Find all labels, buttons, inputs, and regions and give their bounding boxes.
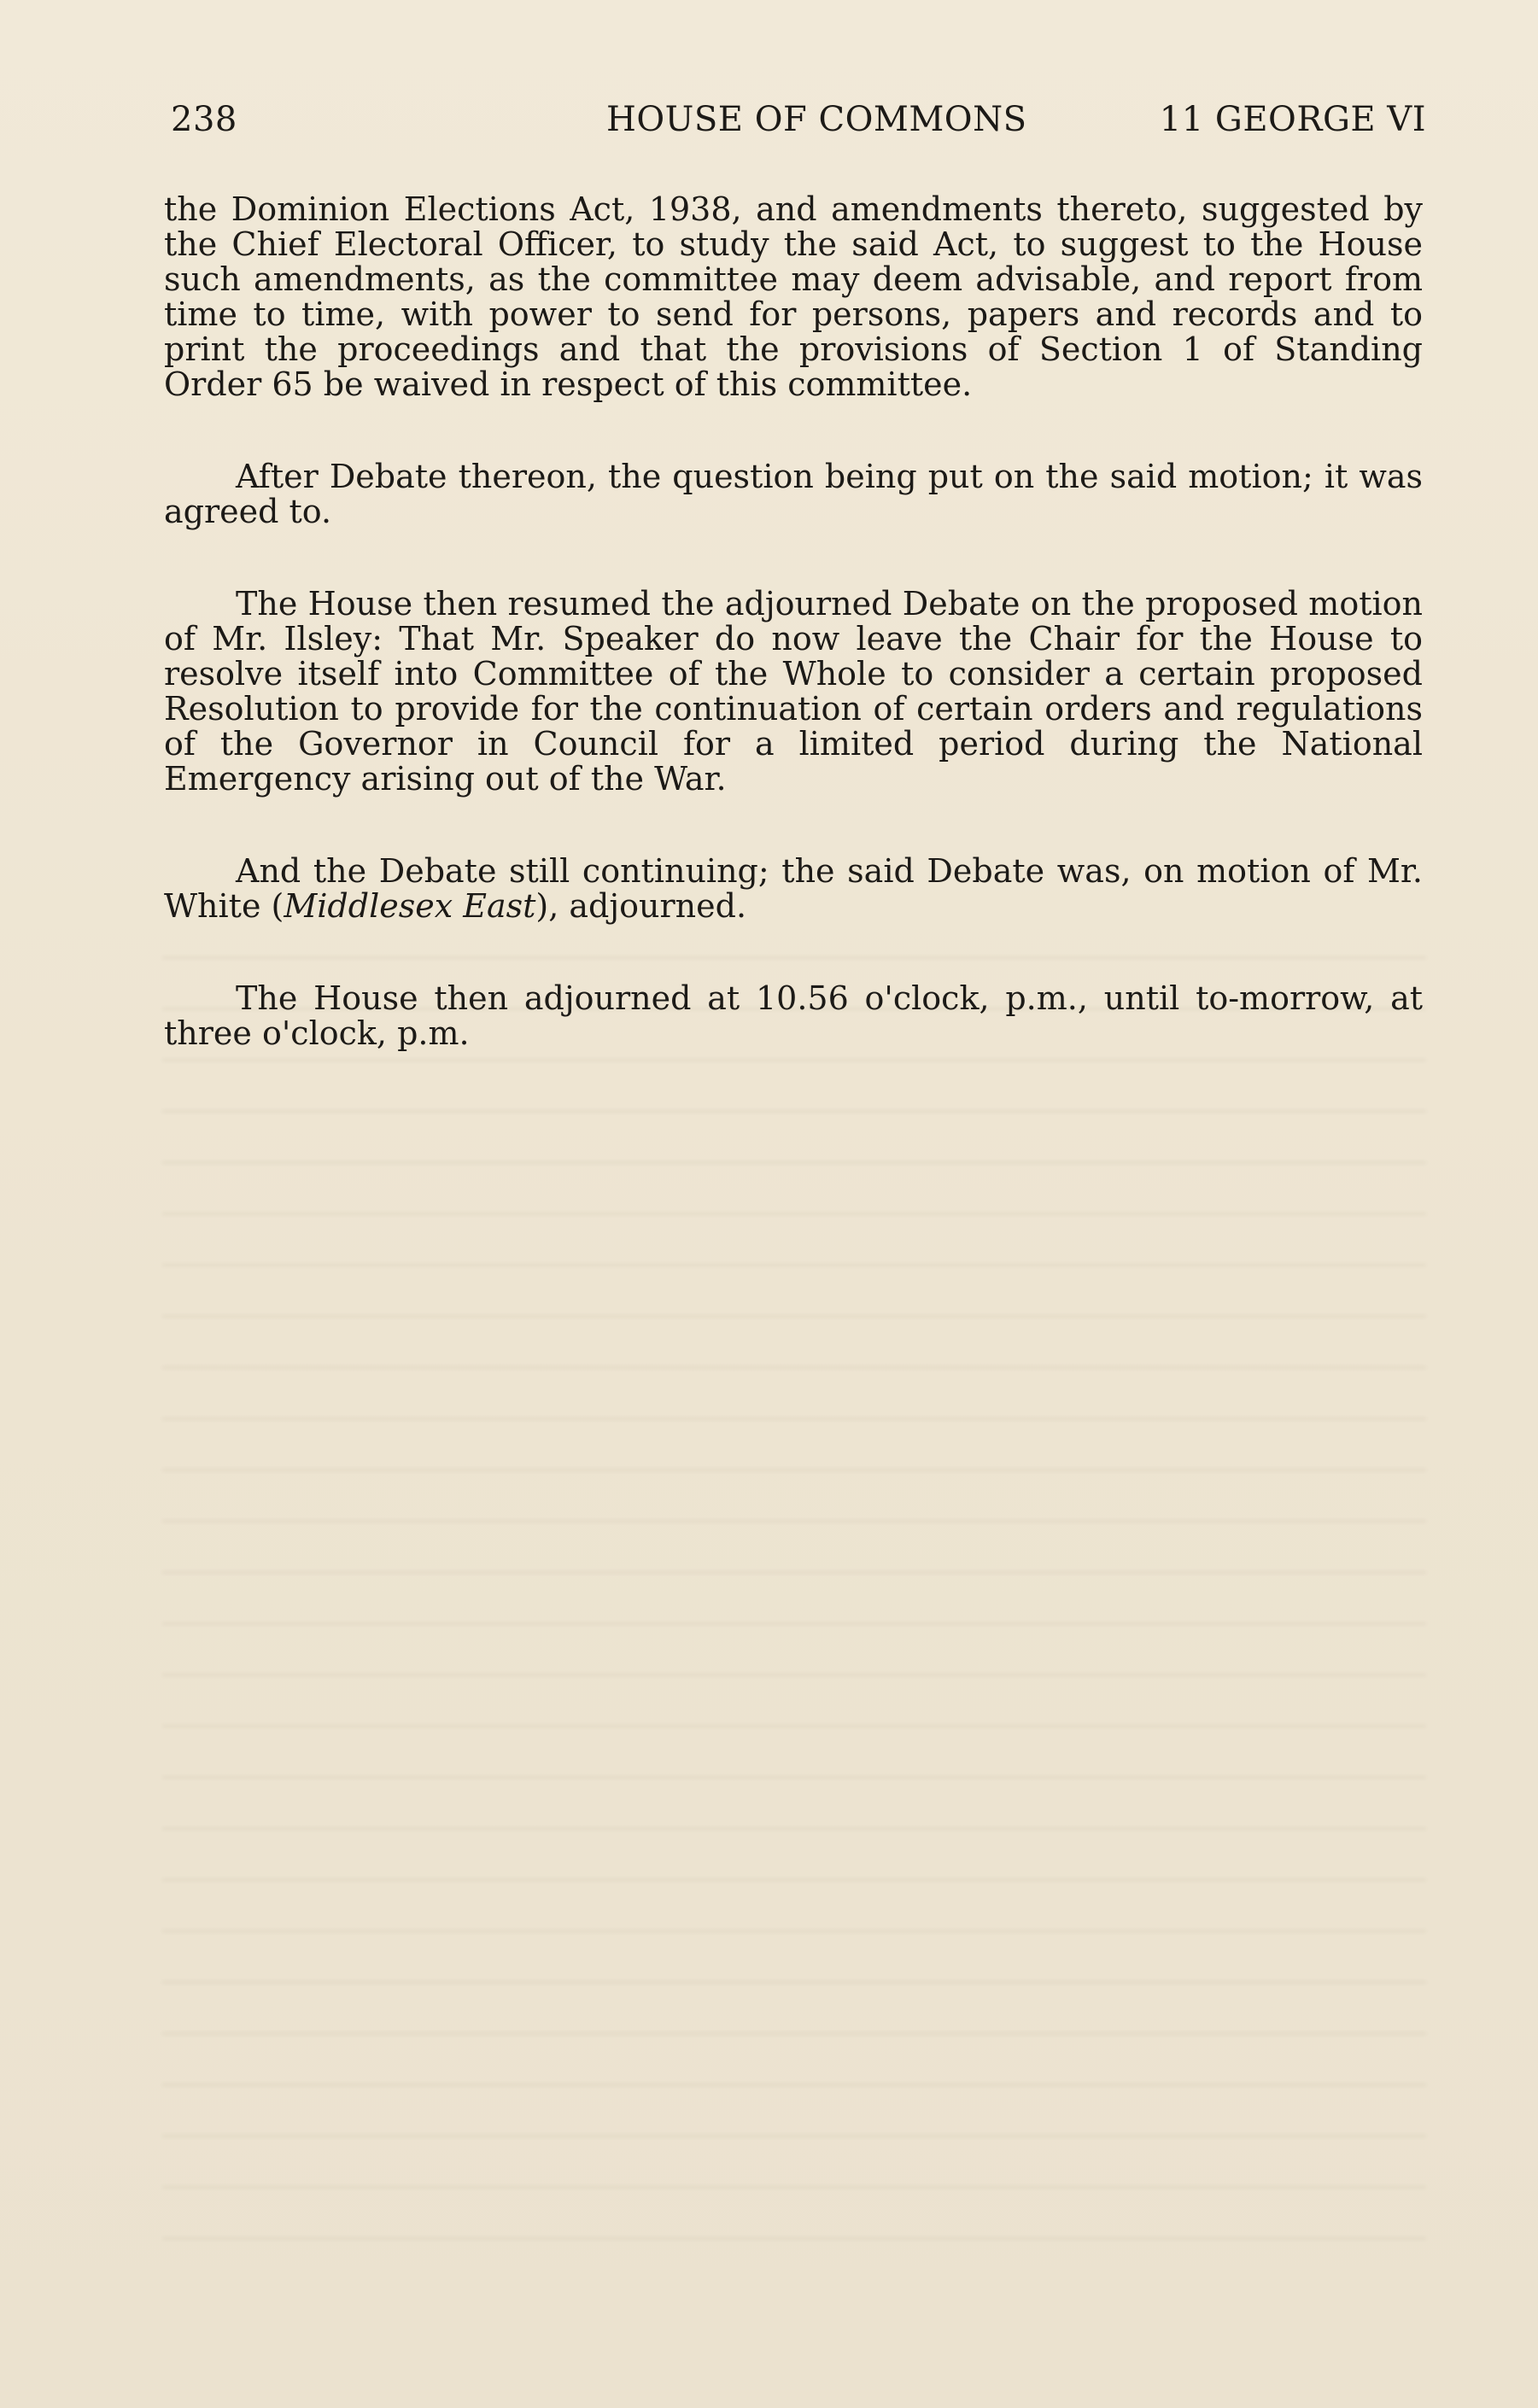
- paragraph-motion-agreed: After Debate thereon, the question being put on the said motion; it was agreed to.: [164, 458, 1423, 530]
- paragraph-committee-continuation: the Dominion Elections Act, 1938, and amendments thereto, suggested by the Chief Electoral Officer, to study the said Act, to suggest to the House such amendments, as the committee may deem advisable, and report from time to time, with power to send for persons, papers and records and to print the proceedings and that the provisions of Section 1 of Standing Order 65 be waived in respect of this committee.: [164, 190, 1423, 403]
- paragraph-debate-adjourned: [164, 854, 1423, 924]
- paragraph-debate-adjourned-text-after: ), adjourned.: [535, 887, 747, 925]
- running-head-regnal-year: 11 GEORGE VI: [1159, 100, 1426, 139]
- paragraph-debate-adjourned-text-before: And the Debate still continuing; the said Debate was, on motion of Mr. White (: [164, 852, 1423, 925]
- page-number: 238: [171, 100, 237, 139]
- running-head-title: HOUSE OF COMMONS: [606, 100, 1027, 139]
- paragraph-house-adjourned: The House then adjourned at 10.56 o'clock, p.m., until to-morrow, at three o'clock, p.m.: [164, 979, 1423, 1052]
- running-head: [171, 94, 1426, 145]
- paragraph-resumed-debate: The House then resumed the adjourned Debate on the proposed motion of Mr. Ilsley: That Mr. Speaker do now leave the Chair for the House to resolve itself into Committee of the Whole to consider a certain proposed Resolution to provide for the continuation of certain orders and regulations of the Governor in Council for a limited period during the National Emergency arising out of the War.: [164, 585, 1423, 798]
- bleed-through-texture: [162, 922, 1426, 2246]
- constituency-name: Middlesex East: [284, 887, 536, 925]
